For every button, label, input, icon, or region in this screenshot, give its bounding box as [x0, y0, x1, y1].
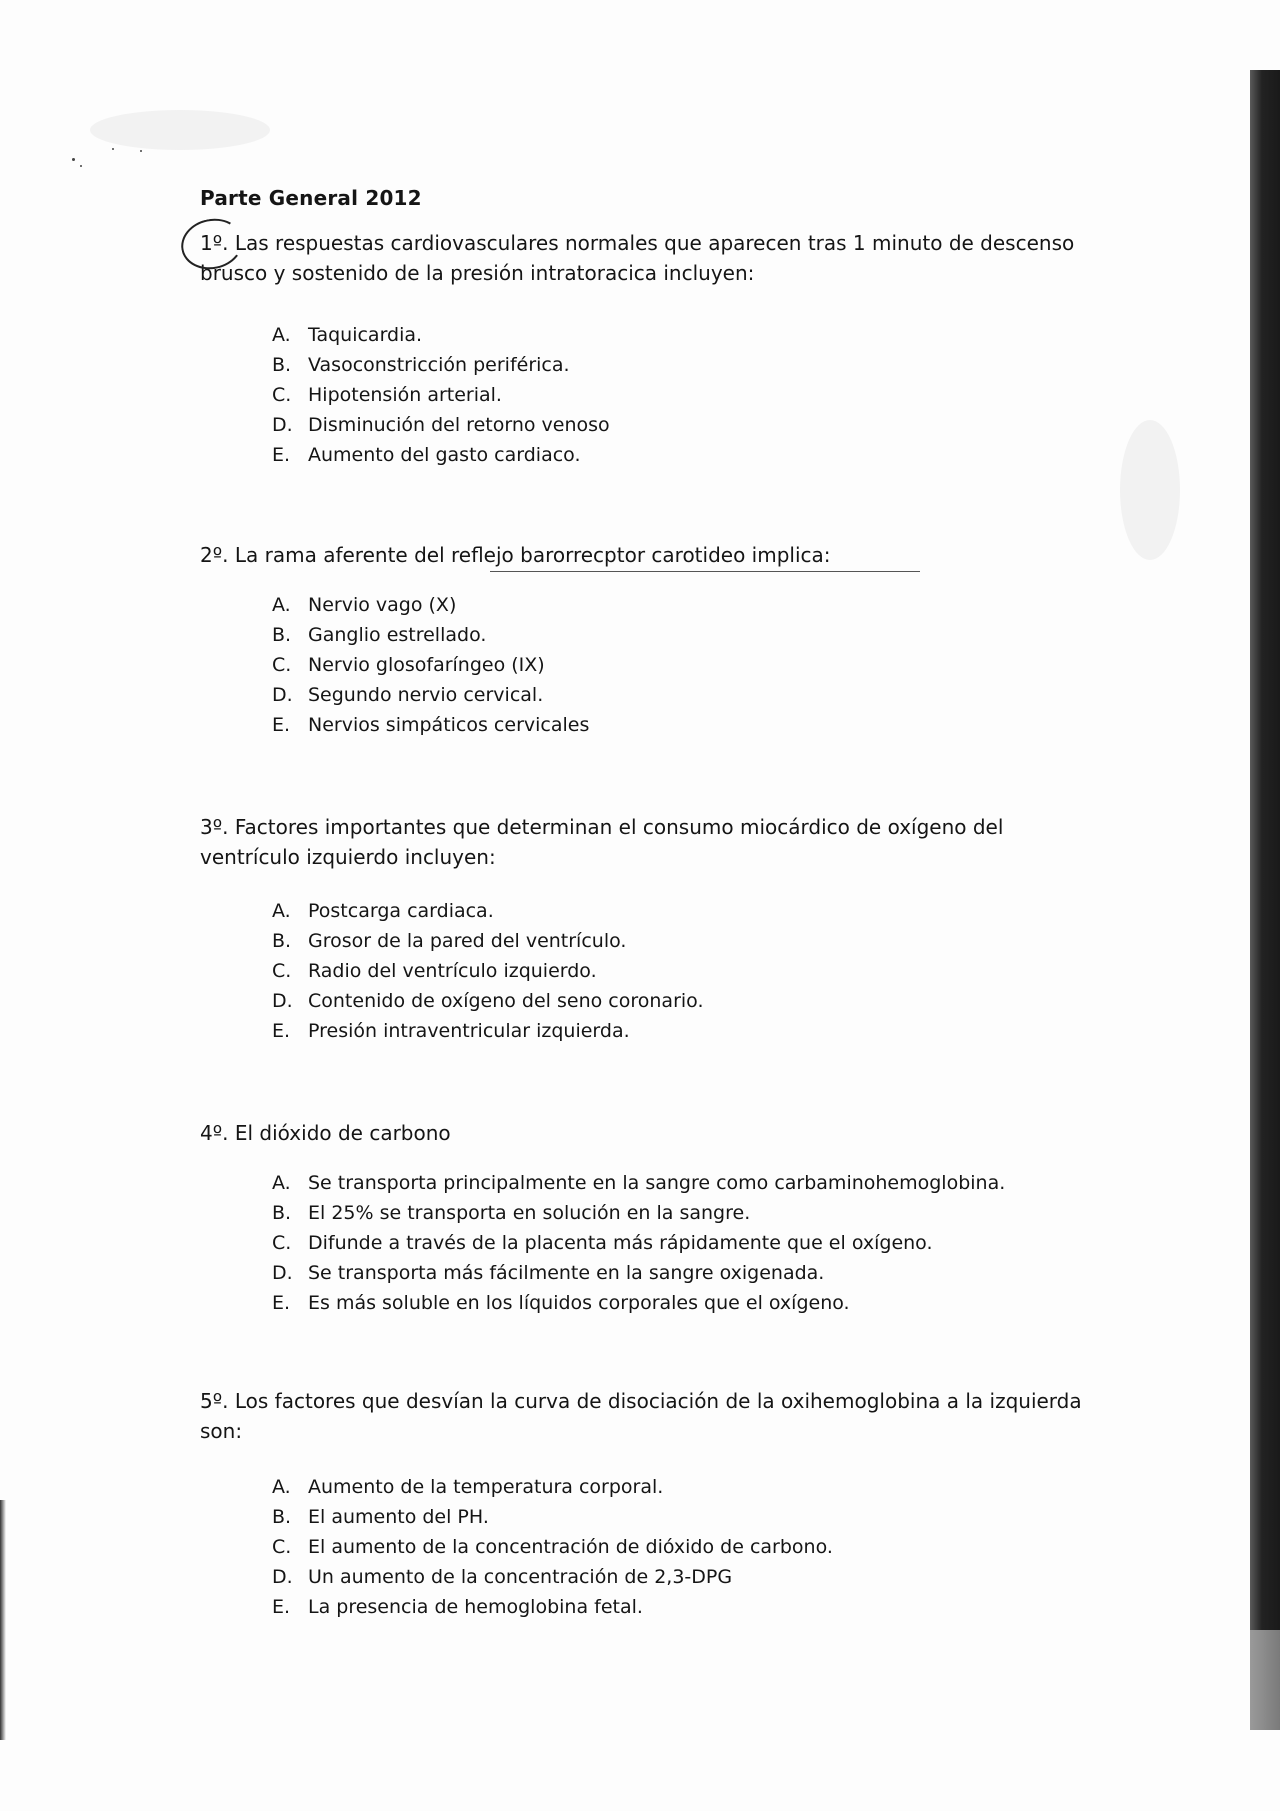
option-letter: D. — [272, 684, 293, 706]
question-number-label: 3º. — [200, 815, 229, 839]
answer-option — [272, 986, 703, 1016]
scan-speck — [112, 148, 114, 150]
option-text: Nervios simpáticos cervicales — [308, 714, 590, 736]
option-letter: E. — [272, 714, 291, 736]
question-text — [200, 1118, 1100, 1148]
question-number-label: 1º. — [200, 231, 229, 255]
option-text: Nervio glosofaríngeo (IX) — [308, 654, 545, 676]
option-text: El 25% se transporta en solución en la sangre. — [308, 1202, 751, 1224]
answer-option — [272, 410, 610, 440]
option-text: Aumento de la temperatura corporal. — [308, 1476, 664, 1498]
answer-option — [272, 320, 610, 350]
question-text — [200, 228, 1100, 288]
scan-smudge — [1120, 420, 1180, 560]
option-letter: C. — [272, 1536, 292, 1558]
answer-option — [272, 1198, 1005, 1228]
answer-option — [272, 1592, 833, 1622]
answer-option — [272, 650, 589, 680]
answer-option — [272, 680, 589, 710]
question-stem: Las respuestas cardiovasculares normales que aparecen tras 1 minuto de descenso brusco y sostenido de la presión intratoracica incluyen: — [200, 231, 1075, 285]
option-text: El aumento del PH. — [308, 1506, 489, 1528]
option-text: Taquicardia. — [308, 324, 423, 346]
option-letter: B. — [272, 354, 292, 376]
option-letter: E. — [272, 1596, 291, 1618]
question-3 — [200, 812, 1100, 1042]
question-number-label: 2º. — [200, 543, 229, 567]
option-letter: D. — [272, 1262, 293, 1284]
answer-option — [272, 350, 610, 380]
option-text: Disminución del retorno venoso — [308, 414, 610, 436]
option-letter: C. — [272, 960, 292, 982]
option-letter: A. — [272, 324, 291, 346]
answer-option — [272, 590, 589, 620]
answer-options — [272, 1168, 1005, 1318]
answer-option — [272, 1472, 833, 1502]
option-text: El aumento de la concentración de dióxido de carbono. — [308, 1536, 833, 1558]
answer-option — [272, 1168, 1005, 1198]
scan-speck — [140, 150, 142, 152]
option-text: Es más soluble en los líquidos corporales que el oxígeno. — [308, 1292, 850, 1314]
scan-grey-edge — [1250, 1630, 1280, 1730]
scan-smudge — [90, 110, 270, 150]
answer-option — [272, 1258, 1005, 1288]
answer-option — [272, 1502, 833, 1532]
option-letter: B. — [272, 930, 292, 952]
option-letter: C. — [272, 1232, 292, 1254]
option-letter: D. — [272, 1566, 293, 1588]
answer-option — [272, 956, 703, 986]
question-2 — [200, 540, 1100, 736]
option-letter: E. — [272, 1292, 291, 1314]
option-text: Postcarga cardiaca. — [308, 900, 494, 922]
question-text — [200, 540, 1100, 570]
option-letter: E. — [272, 1020, 291, 1042]
answer-option — [272, 380, 610, 410]
answer-option — [272, 1532, 833, 1562]
option-text: Se transporta principalmente en la sangre como carbaminohemoglobina. — [308, 1172, 1006, 1194]
option-text: Se transporta más fácilmente en la sangre oxigenada. — [308, 1262, 825, 1284]
option-letter: C. — [272, 654, 292, 676]
question-4 — [200, 1118, 1100, 1314]
option-text: Aumento del gasto cardiaco. — [308, 444, 581, 466]
answer-option — [272, 620, 589, 650]
answer-option — [272, 1288, 1005, 1318]
question-text — [200, 1386, 1100, 1446]
option-letter: A. — [272, 1172, 291, 1194]
answer-option — [272, 1562, 833, 1592]
option-letter: A. — [272, 900, 291, 922]
answer-option — [272, 1228, 1005, 1258]
answer-options — [272, 590, 589, 740]
question-1 — [200, 228, 1100, 466]
option-letter: E. — [272, 444, 291, 466]
option-text: Vasoconstricción periférica. — [308, 354, 570, 376]
option-text: La presencia de hemoglobina fetal. — [308, 1596, 643, 1618]
question-number-label: 5º. — [200, 1389, 229, 1413]
question-stem: Los factores que desvían la curva de disociación de la oxihemoglobina a la izquierda son: — [200, 1389, 1082, 1443]
option-letter: D. — [272, 414, 293, 436]
page-title: Parte General 2012 — [200, 186, 422, 210]
answer-option — [272, 710, 589, 740]
question-5 — [200, 1386, 1100, 1618]
scan-speck — [72, 158, 75, 161]
question-text — [200, 812, 1100, 872]
option-text: Segundo nervio cervical. — [308, 684, 544, 706]
answer-option — [272, 1016, 703, 1046]
question-stem: El dióxido de carbono — [228, 1121, 451, 1145]
option-letter: D. — [272, 990, 293, 1012]
answer-options — [272, 896, 703, 1046]
option-text: Radio del ventrículo izquierdo. — [308, 960, 597, 982]
option-letter: C. — [272, 384, 292, 406]
question-stem: Factores importantes que determinan el consumo miocárdico de oxígeno del ventrículo izquierdo incluyen: — [200, 815, 1004, 869]
handwritten-underline — [490, 571, 920, 572]
option-letter: B. — [272, 1506, 292, 1528]
option-letter: B. — [272, 624, 292, 646]
answer-option — [272, 896, 703, 926]
scan-left-shadow — [0, 1500, 6, 1740]
option-text: Ganglio estrellado. — [308, 624, 487, 646]
question-stem: La rama aferente del reflejo barorrecptor carotideo implica: — [228, 543, 831, 567]
question-number — [200, 228, 229, 258]
option-text: Nervio vago (X) — [308, 594, 457, 616]
scan-dark-edge — [1250, 70, 1280, 1730]
option-text: Presión intraventricular izquierda. — [308, 1020, 630, 1042]
option-letter: B. — [272, 1202, 292, 1224]
answer-option — [272, 926, 703, 956]
option-text: Contenido de oxígeno del seno coronario. — [308, 990, 704, 1012]
option-text: Difunde a través de la placenta más rápidamente que el oxígeno. — [308, 1232, 933, 1254]
scan-speck — [80, 165, 82, 167]
option-text: Hipotensión arterial. — [308, 384, 502, 406]
answer-options — [272, 320, 610, 470]
answer-option — [272, 440, 610, 470]
question-number-label: 4º. — [200, 1121, 229, 1145]
option-letter: A. — [272, 594, 291, 616]
option-text: Grosor de la pared del ventrículo. — [308, 930, 627, 952]
answer-options — [272, 1472, 833, 1622]
option-letter: A. — [272, 1476, 291, 1498]
option-text: Un aumento de la concentración de 2,3-DPG — [308, 1566, 733, 1588]
